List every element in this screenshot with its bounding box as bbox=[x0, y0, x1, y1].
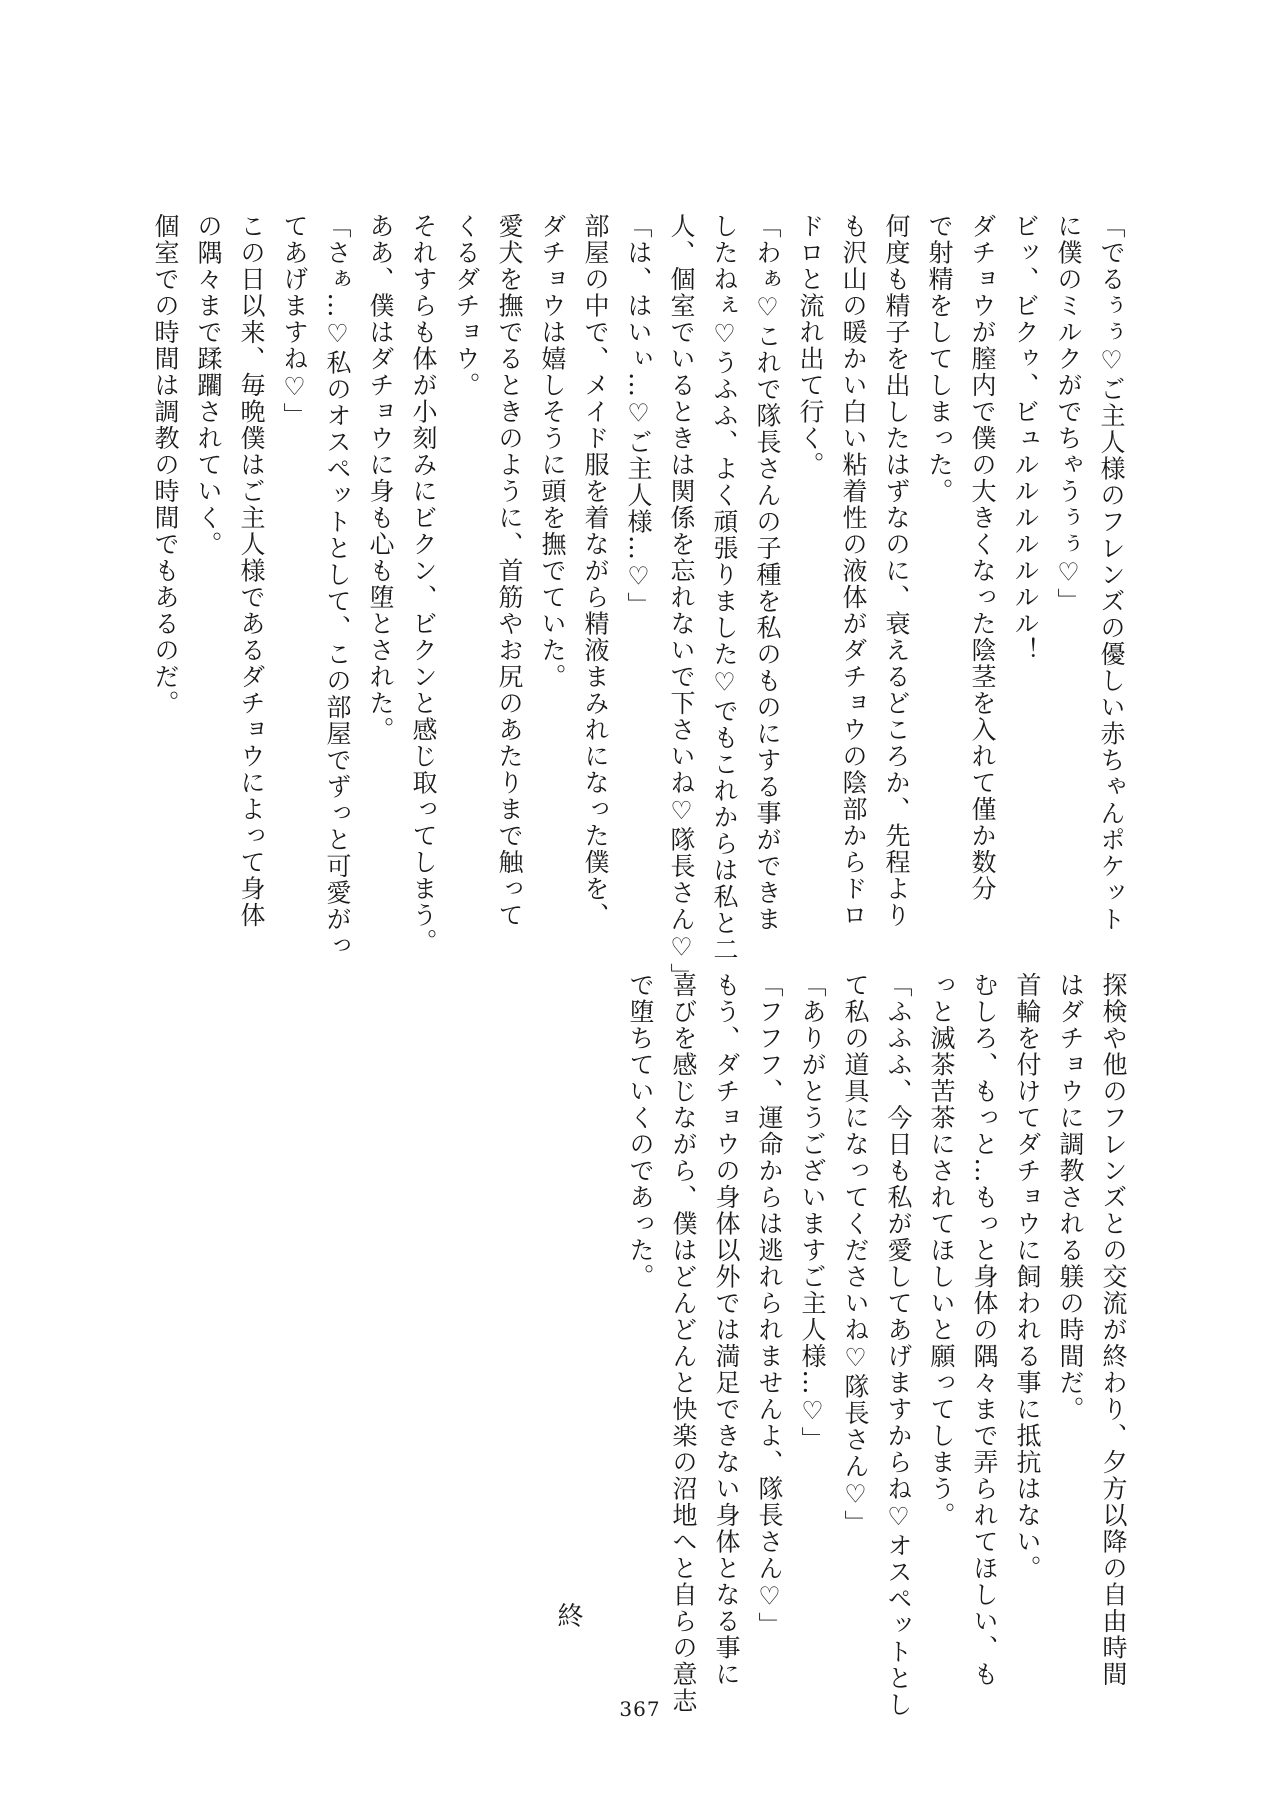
text-line: それすらも体が小刻みにビクン、ビクンと感じ取ってしまう。 bbox=[409, 213, 438, 955]
text-line: 「さぁ…♡私のオスペットとして、この部屋でずっと可愛がっ bbox=[323, 213, 352, 959]
text-line: 「ふふふ、今日も私が愛してあげますからね♡オスペットとし bbox=[884, 972, 913, 1718]
text-line: に僕のミルクがでちゃうぅぅ♡」 bbox=[1054, 213, 1083, 615]
text-line: 何度も精子を出したはずなのに、衰えるどころか、先程より bbox=[882, 213, 911, 929]
text-line: 部屋の中で、メイド服を着ながら精液まみれになった僕を、 bbox=[581, 213, 610, 929]
upper-text-block bbox=[144, 213, 1133, 990]
text-line: てあげますね♡」 bbox=[280, 213, 309, 429]
text-line: もう、ダチョウの身体以外では満足できない身体となる事に bbox=[712, 972, 741, 1688]
text-line: 「わぁ♡これで隊長さんの子種を私のものにする事ができま bbox=[753, 213, 782, 933]
text-line: 「でるぅぅ♡ご主人様のフレンズの優しい赤ちゃんポケット bbox=[1097, 213, 1126, 933]
text-line: むしろ、もっと…もっと身体の隅々まで弄られてほしい、も bbox=[970, 972, 999, 1688]
text-line: 愛犬を撫でるときのように、首筋やお尻のあたりまで触って bbox=[495, 213, 524, 929]
text-line: で堕ちていくのであった。 bbox=[626, 972, 655, 1290]
text-line: したねぇ♡うふふ、よく頑張りました♡でもこれからは私と二 bbox=[710, 213, 739, 963]
text-line: ダチョウが膣内で僕の大きくなった陰茎を入れて僅か数分 bbox=[968, 213, 997, 902]
text-line: 人、個室でいるときは関係を忘れないで下さいね♡隊長さん♡」 bbox=[667, 213, 696, 990]
text-line: この日以来、毎晩僕はご主人様であるダチョウによって身体 bbox=[237, 213, 266, 929]
page-number: 367 bbox=[619, 1697, 661, 1721]
text-line: て私の道具になってくださいね♡隊長さん♡」 bbox=[841, 972, 870, 1537]
text-line: 「フフフ、運命からは逃れられませんよ、隊長さん♡」 bbox=[755, 972, 784, 1639]
text-line: も沢山の暖かい白い粘着性の液体がダチョウの陰部からドロ bbox=[839, 213, 868, 929]
text-line: 「は、はいぃ…♡ご主人様…♡」 bbox=[624, 213, 653, 619]
text-line: 探検や他のフレンズとの交流が終わり、夕方以降の自由時間 bbox=[1099, 972, 1128, 1688]
text-line: ビッ、ビクゥ、ビュルルルルルルル！ bbox=[1011, 213, 1040, 664]
end-mark: 終 bbox=[553, 1602, 583, 1630]
text-line: くるダチョウ。 bbox=[452, 213, 481, 399]
text-line: ダチョウは嬉しそうに頭を撫でていた。 bbox=[538, 213, 567, 690]
text-line: ああ、僕はダチョウに身も心も堕とされた。 bbox=[366, 213, 395, 743]
text-line: 首輪を付けてダチョウに飼われる事に抵抗はない。 bbox=[1013, 972, 1042, 1582]
text-line: 「ありがとうございますご主人様…♡」 bbox=[798, 972, 827, 1453]
text-line: ドロと流れ出て行く。 bbox=[796, 213, 825, 478]
text-line: っと滅茶苦茶にされてほしいと願ってしまう。 bbox=[927, 972, 956, 1529]
text-line: で射精をしてしまった。 bbox=[925, 213, 954, 505]
text-line: 個室での時間は調教の時間でもあるのだ。 bbox=[151, 213, 180, 717]
text-line: 喜びを感じながら、僕はどんどんと快楽の沼地へと自らの意志 bbox=[669, 972, 698, 1714]
text-line: の隅々まで蹂躙されていく。 bbox=[194, 213, 223, 558]
text-line: はダチョウに調教される躾の時間だ。 bbox=[1056, 972, 1085, 1423]
